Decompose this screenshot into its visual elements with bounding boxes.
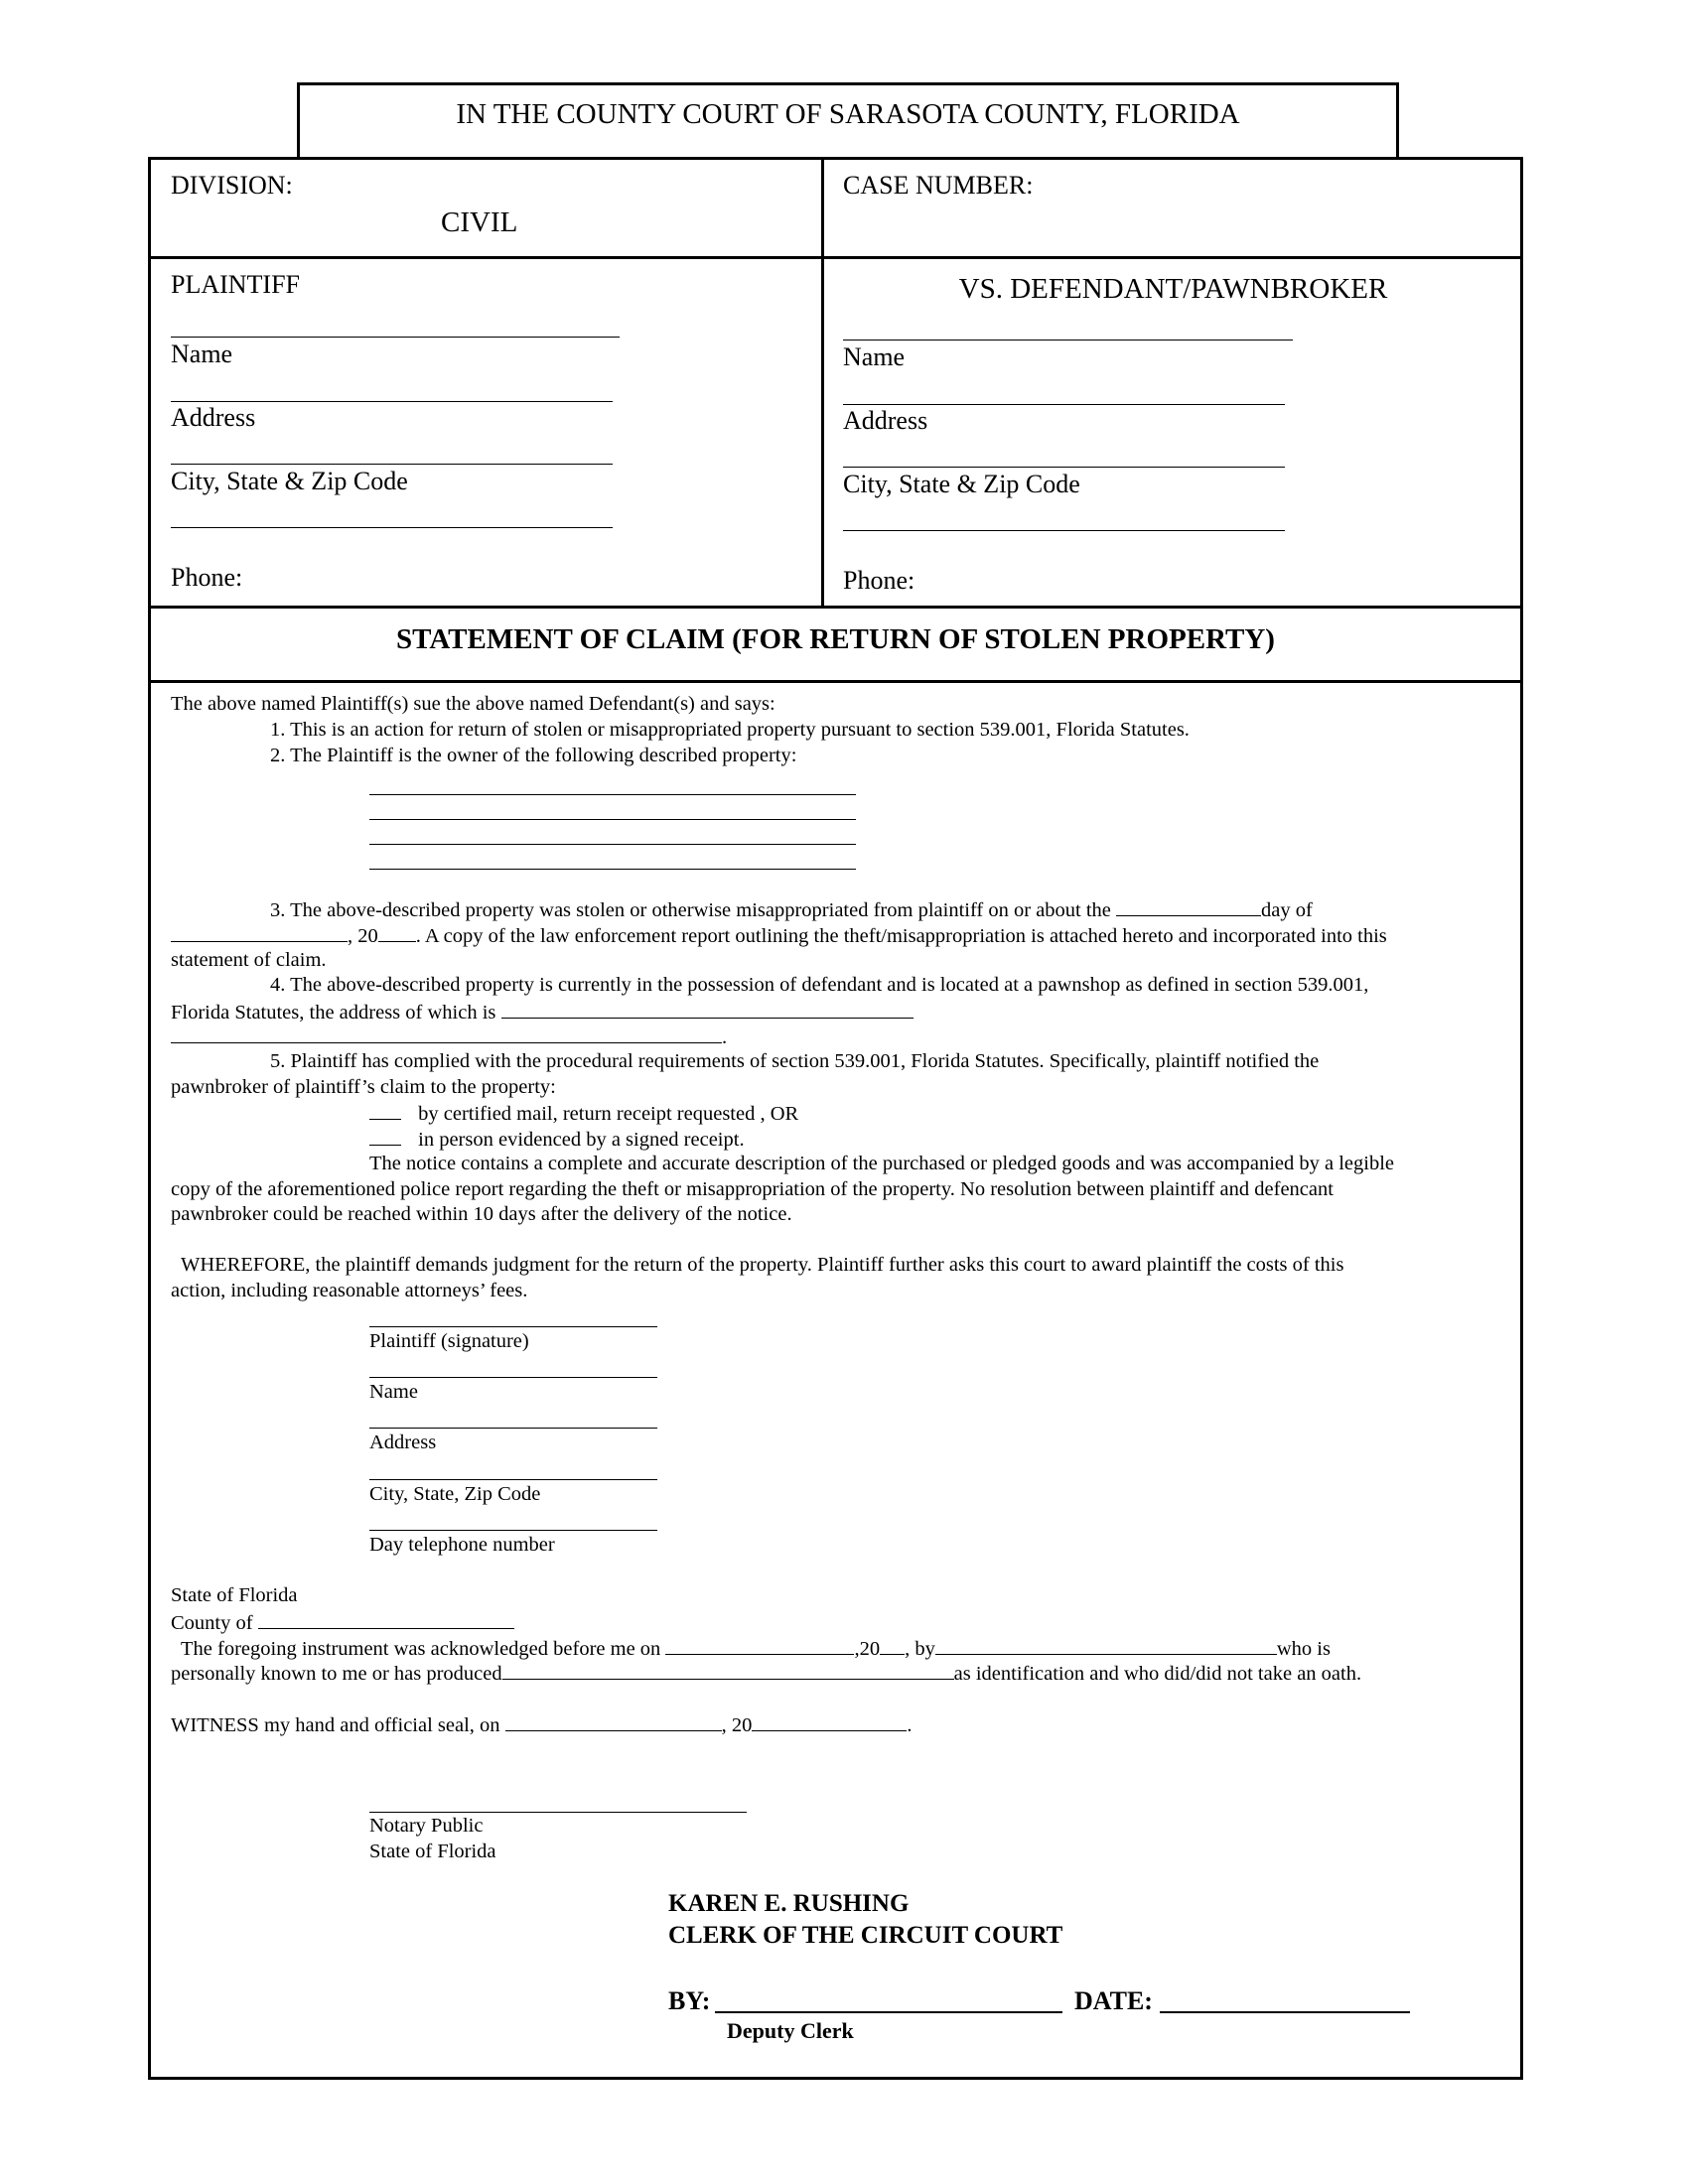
pawnshop-address-blank-2[interactable] xyxy=(171,1024,722,1043)
plaintiff-address-line[interactable] xyxy=(171,401,613,402)
defendant-city-value-line[interactable] xyxy=(843,530,1285,531)
division-label: DIVISION: xyxy=(171,171,293,200)
paragraph-5-line-1: 5. Plaintiff has complied with the procedural requirements of section 539.001, Florida Statutes. Specifically, plaintiff notified the xyxy=(270,1050,1320,1072)
ack-text-e: personally known to me or has produced xyxy=(171,1663,502,1685)
notary-state: State of Florida xyxy=(171,1584,298,1606)
option-in-person xyxy=(369,1126,745,1154)
paragraph-4-line-2 xyxy=(171,999,914,1026)
defendant-address-label: Address xyxy=(843,406,928,435)
court-header: IN THE COUNTY COURT OF SARASOTA COUNTY, FLORIDA xyxy=(456,98,1240,130)
sig-phone-line[interactable] xyxy=(369,1530,657,1531)
clerk-date-label: DATE: xyxy=(1074,1986,1153,2015)
form-frame xyxy=(148,157,1523,2080)
intro-text: The above named Plaintiff(s) sue the above named Defendant(s) and says: xyxy=(171,693,775,715)
sig-name-label: Name xyxy=(369,1381,418,1403)
certified-mail-checkbox[interactable] xyxy=(369,1100,401,1120)
divider-v xyxy=(821,157,824,608)
defendant-city-line[interactable] xyxy=(843,467,1285,468)
ack-text-f: as identification and who did/did not take an oath. xyxy=(953,1663,1362,1685)
ack-text-d: who is xyxy=(1276,1638,1331,1660)
defendant-city-label: City, State & Zip Code xyxy=(843,470,1080,498)
witness-line xyxy=(171,1711,913,1739)
property-line-2[interactable] xyxy=(369,819,856,820)
ack-id-blank[interactable] xyxy=(502,1660,954,1680)
p4-text-c: . xyxy=(722,1026,728,1048)
notary-state-label: State of Florida xyxy=(369,1841,496,1862)
paragraph-4-line-1: 4. The above-described property is currently in the possession of defendant and is located at a pawnshop as defined in section 539.001, xyxy=(270,974,1369,996)
witness-year-blank[interactable] xyxy=(752,1711,907,1731)
notary-public-label: Notary Public xyxy=(369,1815,484,1837)
notice-line-2: copy of the aforementioned police report regarding the theft or misappropriation of the property. No resolution between plaintiff and defencant xyxy=(171,1178,1334,1200)
property-line-4[interactable] xyxy=(369,869,856,870)
wherefore-line-1: WHEREFORE, the plaintiff demands judgment for the return of the property. Plaintiff further asks this court to award plaintiff the costs of this xyxy=(181,1254,1344,1276)
witness-text-b: , 20 xyxy=(721,1714,753,1736)
sig-address-line[interactable] xyxy=(369,1428,657,1429)
division-value: CIVIL xyxy=(441,206,518,238)
ack-text-b: ,20 xyxy=(854,1638,881,1660)
paragraph-2: 2. The Plaintiff is the owner of the following described property: xyxy=(270,745,797,766)
clerk-title: CLERK OF THE CIRCUIT COURT xyxy=(668,1922,1063,1949)
p3-year-blank[interactable] xyxy=(378,922,416,942)
notice-line-3: pawnbroker could be reached within 10 days after the delivery of the notice. xyxy=(171,1203,792,1225)
defendant-name-label: Name xyxy=(843,342,906,371)
in-person-checkbox[interactable] xyxy=(369,1126,401,1146)
p3-text-a: 3. The above-described property was stolen or otherwise misappropriated from plaintiff on or about the xyxy=(270,899,1111,921)
plaintiff-city-label: City, State & Zip Code xyxy=(171,467,408,495)
defendant-phone-label: Phone: xyxy=(843,566,915,595)
clerk-by-line[interactable] xyxy=(715,2011,1062,2013)
paragraph-3-line-1 xyxy=(270,896,1313,924)
notice-line-1: The notice contains a complete and accurate description of the purchased or pledged goods and was accompanied by a legible xyxy=(369,1153,1395,1174)
p3-text-c: , 20 xyxy=(348,925,378,947)
plaintiff-city-line[interactable] xyxy=(171,464,613,465)
plaintiff-city-value-line[interactable] xyxy=(171,527,613,528)
option-certified-mail xyxy=(369,1100,798,1128)
plaintiff-signature-line[interactable] xyxy=(369,1326,657,1327)
ack-text-c: , by xyxy=(905,1638,935,1660)
sig-city-line[interactable] xyxy=(369,1479,657,1480)
clerk-name: KAREN E. RUSHING xyxy=(668,1890,910,1917)
sig-address-label: Address xyxy=(369,1432,437,1453)
paragraph-3-line-2 xyxy=(171,922,1387,950)
p3-text-b: day of xyxy=(1261,899,1313,921)
notary-signature-line[interactable] xyxy=(369,1812,747,1813)
plaintiff-name-line[interactable] xyxy=(171,337,620,338)
plaintiff-phone-label: Phone: xyxy=(171,563,243,592)
clerk-by-label: BY: xyxy=(668,1986,711,2015)
claim-title: STATEMENT OF CLAIM (FOR RETURN OF STOLEN PROPERTY) xyxy=(396,623,1275,655)
ack-text-a: The foregoing instrument was acknowledged before me on xyxy=(181,1638,661,1660)
case-number-label: CASE NUMBER: xyxy=(843,171,1034,200)
p4-text-b: Florida Statutes, the address of which is xyxy=(171,1002,496,1024)
plaintiff-signature-label: Plaintiff (signature) xyxy=(369,1330,529,1352)
p3-text-d: . A copy of the law enforcement report outlining the theft/misappropriation is attached hereto and incorporated into this xyxy=(415,925,1387,947)
paragraph-4-line-3 xyxy=(171,1024,727,1051)
p3-month-blank[interactable] xyxy=(171,922,348,942)
paragraph-5-line-2: pawnbroker of plaintiff’s claim to the property: xyxy=(171,1076,556,1098)
defendant-heading: VS. DEFENDANT/PAWNBROKER xyxy=(958,273,1388,305)
notary-county-blank[interactable] xyxy=(258,1609,514,1629)
wherefore-line-2: action, including reasonable attorneys’ fees. xyxy=(171,1280,528,1301)
option-2-text: in person evidenced by a signed receipt. xyxy=(418,1129,745,1151)
plaintiff-heading: PLAINTIFF xyxy=(171,270,301,299)
ack-person-blank[interactable] xyxy=(935,1635,1277,1655)
deputy-clerk-label: Deputy Clerk xyxy=(727,2018,854,2043)
sig-phone-label: Day telephone number xyxy=(369,1534,555,1556)
option-1-text: by certified mail, return receipt requested , OR xyxy=(418,1103,799,1125)
notary-ack-line-2 xyxy=(171,1660,1361,1688)
plaintiff-address-label: Address xyxy=(171,403,256,432)
sig-city-label: City, State, Zip Code xyxy=(369,1483,541,1505)
ack-year-blank[interactable] xyxy=(880,1635,905,1655)
divider-h1 xyxy=(148,256,1523,259)
ack-date-blank[interactable] xyxy=(665,1635,854,1655)
witness-text-a: WITNESS my hand and official seal, on xyxy=(171,1714,500,1736)
defendant-name-line[interactable] xyxy=(843,340,1293,341)
witness-text-c: . xyxy=(907,1714,913,1736)
property-line-1[interactable] xyxy=(369,794,856,795)
property-line-3[interactable] xyxy=(369,844,856,845)
notary-ack-line-1 xyxy=(181,1635,1331,1663)
notary-county xyxy=(171,1609,514,1637)
p3-day-blank[interactable] xyxy=(1116,896,1261,916)
defendant-address-line[interactable] xyxy=(843,404,1285,405)
notary-county-label: County of xyxy=(171,1612,253,1634)
pawnshop-address-blank-1[interactable] xyxy=(501,999,914,1019)
divider-h3 xyxy=(148,680,1523,683)
paragraph-3-line-3: statement of claim. xyxy=(171,949,327,971)
paragraph-1: 1. This is an action for return of stolen or misappropriated property pursuant to section 539.001, Florida Statutes. xyxy=(270,719,1190,741)
divider-h2 xyxy=(148,606,1523,609)
witness-date-blank[interactable] xyxy=(505,1711,722,1731)
plaintiff-name-label: Name xyxy=(171,340,233,368)
sig-name-line[interactable] xyxy=(369,1377,657,1378)
clerk-date-line[interactable] xyxy=(1160,2011,1410,2013)
